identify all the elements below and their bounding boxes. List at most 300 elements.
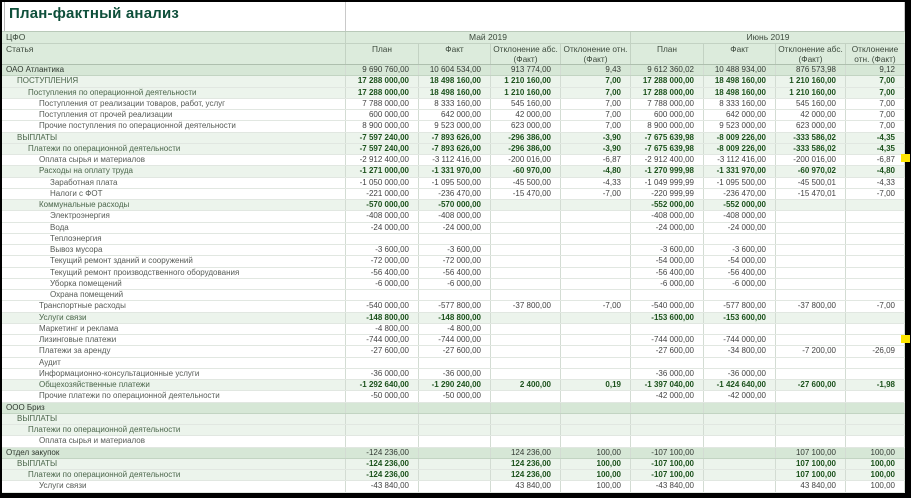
cell-value[interactable]: 100,00 [560, 459, 630, 469]
cell-value[interactable] [845, 425, 905, 435]
cell-value[interactable]: 17 288 000,00 [630, 88, 703, 98]
cell-value[interactable]: -7 893 626,00 [418, 133, 490, 143]
cell-value[interactable]: -1,98 [845, 380, 905, 390]
cell-value[interactable]: -36 000,00 [630, 369, 703, 379]
cell-value[interactable]: -7,00 [845, 301, 905, 311]
cell-value[interactable] [845, 313, 905, 323]
cell-value[interactable]: -37 800,00 [490, 301, 560, 311]
cell-value[interactable] [703, 324, 775, 334]
cell-value[interactable] [775, 223, 845, 233]
cell-value[interactable] [560, 234, 630, 244]
cell-value[interactable] [775, 234, 845, 244]
cell-value[interactable]: -221 000,00 [345, 189, 418, 199]
month-group-may[interactable]: Май 2019 [345, 32, 630, 43]
cell-value[interactable] [490, 268, 560, 278]
cell-value[interactable]: 17 288 000,00 [345, 76, 418, 86]
table-row[interactable] [2, 313, 905, 324]
cell-value[interactable] [775, 425, 845, 435]
cell-value[interactable]: -107 100,00 [630, 459, 703, 469]
cell-value[interactable] [630, 403, 703, 413]
cell-value[interactable] [490, 245, 560, 255]
cell-value[interactable] [703, 481, 775, 491]
cell-value[interactable] [775, 369, 845, 379]
cell-value[interactable]: -8 009 226,00 [703, 144, 775, 154]
cell-value[interactable]: -333 586,02 [775, 133, 845, 143]
cell-value[interactable]: 1 210 160,00 [775, 76, 845, 86]
cell-value[interactable]: -6 000,00 [630, 279, 703, 289]
cell-value[interactable]: -6,87 [560, 155, 630, 165]
cell-value[interactable] [560, 223, 630, 233]
scroll-highlight-marker[interactable] [901, 335, 910, 343]
cell-value[interactable]: 100,00 [560, 448, 630, 458]
table-row[interactable] [2, 448, 905, 459]
cell-value[interactable]: -27 600,00 [345, 346, 418, 356]
cell-value[interactable]: -8 009 226,00 [703, 133, 775, 143]
cell-value[interactable]: 17 288 000,00 [345, 88, 418, 98]
cell-value[interactable] [560, 211, 630, 221]
cell-value[interactable] [845, 268, 905, 278]
column-header[interactable]: Факт [703, 44, 775, 64]
cell-value[interactable]: -36 000,00 [418, 369, 490, 379]
table-row[interactable] [2, 99, 905, 110]
table-row[interactable] [2, 144, 905, 155]
cell-value[interactable] [345, 290, 418, 300]
cell-value[interactable]: -56 400,00 [418, 268, 490, 278]
cell-value[interactable] [418, 414, 490, 424]
cell-value[interactable]: 7,00 [845, 88, 905, 98]
cell-value[interactable]: 7 788 000,00 [630, 99, 703, 109]
cell-value[interactable] [630, 358, 703, 368]
cell-value[interactable] [490, 234, 560, 244]
cell-value[interactable]: 43 840,00 [490, 481, 560, 491]
cell-value[interactable] [345, 436, 418, 446]
cell-value[interactable] [845, 414, 905, 424]
cell-value[interactable]: 545 160,00 [775, 99, 845, 109]
column-header[interactable]: Отклонение отн. (Факт) [560, 44, 630, 64]
cell-value[interactable] [560, 200, 630, 210]
cell-value[interactable]: -577 800,00 [703, 301, 775, 311]
cell-value[interactable]: 642 000,00 [418, 110, 490, 120]
cell-value[interactable] [775, 279, 845, 289]
cell-value[interactable] [418, 470, 490, 480]
cell-value[interactable]: 7,00 [845, 99, 905, 109]
cell-value[interactable] [560, 425, 630, 435]
cell-value[interactable]: -54 000,00 [630, 256, 703, 266]
cell-value[interactable]: 43 840,00 [775, 481, 845, 491]
cell-value[interactable] [703, 234, 775, 244]
cell-value[interactable] [845, 290, 905, 300]
cell-value[interactable]: -1 424 640,00 [703, 380, 775, 390]
cell-value[interactable]: 8 900 000,00 [345, 121, 418, 131]
cell-value[interactable]: -36 000,00 [703, 369, 775, 379]
column-header[interactable]: Отклонение абс. (Факт) [490, 44, 560, 64]
cell-value[interactable]: 100,00 [560, 470, 630, 480]
cell-value[interactable] [560, 391, 630, 401]
table-row[interactable] [2, 470, 905, 481]
cell-value[interactable] [490, 256, 560, 266]
column-header[interactable]: Отклонение отн. (Факт) [845, 44, 905, 64]
cell-value[interactable]: -7,00 [845, 189, 905, 199]
cell-value[interactable]: 18 498 160,00 [418, 76, 490, 86]
cell-value[interactable] [418, 403, 490, 413]
table-row[interactable] [2, 110, 905, 121]
cell-value[interactable]: 100,00 [845, 470, 905, 480]
cell-value[interactable] [775, 256, 845, 266]
cell-value[interactable]: -236 470,00 [418, 189, 490, 199]
cell-value[interactable]: -34 800,00 [703, 346, 775, 356]
cell-value[interactable] [775, 200, 845, 210]
cell-value[interactable]: -3,90 [560, 144, 630, 154]
table-row[interactable] [2, 279, 905, 290]
cell-value[interactable]: -6 000,00 [418, 279, 490, 289]
cell-value[interactable] [775, 358, 845, 368]
cell-value[interactable] [490, 391, 560, 401]
table-row[interactable] [2, 88, 905, 99]
cell-value[interactable]: 7,00 [845, 110, 905, 120]
cell-value[interactable] [630, 414, 703, 424]
cell-value[interactable]: 100,00 [845, 481, 905, 491]
cell-value[interactable]: -7,00 [560, 189, 630, 199]
cell-value[interactable]: 100,00 [560, 481, 630, 491]
cell-value[interactable]: -540 000,00 [630, 301, 703, 311]
cell-value[interactable]: -27 600,00 [775, 380, 845, 390]
cell-value[interactable]: -408 000,00 [345, 211, 418, 221]
cell-value[interactable] [630, 324, 703, 334]
table-row[interactable] [2, 166, 905, 177]
cell-value[interactable] [703, 470, 775, 480]
cell-value[interactable] [845, 211, 905, 221]
cell-value[interactable]: 545 160,00 [490, 99, 560, 109]
cell-value[interactable] [490, 335, 560, 345]
cell-value[interactable]: -6 000,00 [703, 279, 775, 289]
table-row[interactable] [2, 178, 905, 189]
cell-value[interactable]: -124 236,00 [345, 448, 418, 458]
cell-value[interactable]: -153 600,00 [630, 313, 703, 323]
cell-value[interactable]: -552 000,00 [703, 200, 775, 210]
cell-value[interactable] [703, 425, 775, 435]
cell-value[interactable] [490, 358, 560, 368]
cell-value[interactable] [560, 313, 630, 323]
cell-value[interactable]: 8 333 160,00 [418, 99, 490, 109]
cell-value[interactable]: -7 597 240,00 [345, 144, 418, 154]
cell-value[interactable]: -56 400,00 [345, 268, 418, 278]
cell-value[interactable]: 124 236,00 [490, 470, 560, 480]
cell-value[interactable]: 7,00 [560, 88, 630, 98]
cell-value[interactable]: 124 236,00 [490, 459, 560, 469]
cell-value[interactable]: -24 000,00 [345, 223, 418, 233]
table-row[interactable] [2, 324, 905, 335]
table-row[interactable] [2, 425, 905, 436]
cell-value[interactable]: -45 500,00 [490, 178, 560, 188]
cell-value[interactable]: -3,90 [560, 133, 630, 143]
cell-value[interactable]: 18 498 160,00 [418, 88, 490, 98]
cell-value[interactable] [560, 279, 630, 289]
cell-value[interactable] [845, 324, 905, 334]
cell-value[interactable] [845, 223, 905, 233]
cell-value[interactable] [490, 425, 560, 435]
cell-value[interactable] [490, 279, 560, 289]
cell-value[interactable]: 600 000,00 [630, 110, 703, 120]
cell-value[interactable]: -3 112 416,00 [418, 155, 490, 165]
table-row[interactable] [2, 391, 905, 402]
cell-value[interactable]: -148 800,00 [345, 313, 418, 323]
cell-value[interactable] [630, 234, 703, 244]
cell-value[interactable] [560, 436, 630, 446]
cell-value[interactable] [775, 268, 845, 278]
cell-value[interactable]: -24 000,00 [703, 223, 775, 233]
table-row[interactable] [2, 414, 905, 425]
cell-value[interactable] [703, 436, 775, 446]
cell-value[interactable]: -4,35 [845, 144, 905, 154]
cell-value[interactable]: -37 800,00 [775, 301, 845, 311]
cell-value[interactable]: 0,19 [560, 380, 630, 390]
scroll-highlight-marker[interactable] [901, 154, 910, 162]
cell-value[interactable]: -27 600,00 [418, 346, 490, 356]
cell-value[interactable] [775, 290, 845, 300]
cell-value[interactable]: 107 100,00 [775, 459, 845, 469]
cell-value[interactable] [703, 459, 775, 469]
cell-value[interactable]: -1 290 240,00 [418, 380, 490, 390]
cell-value[interactable]: 100,00 [845, 448, 905, 458]
cell-value[interactable] [845, 234, 905, 244]
cell-value[interactable] [418, 425, 490, 435]
cell-value[interactable]: -2 912 400,00 [630, 155, 703, 165]
cell-value[interactable]: -43 840,00 [630, 481, 703, 491]
table-row[interactable] [2, 234, 905, 245]
cell-value[interactable] [345, 234, 418, 244]
cell-value[interactable]: -7,00 [560, 301, 630, 311]
table-row[interactable] [2, 200, 905, 211]
cell-value[interactable]: -236 470,00 [703, 189, 775, 199]
table-row[interactable] [2, 65, 905, 76]
cell-value[interactable]: -296 386,00 [490, 133, 560, 143]
cell-value[interactable] [703, 403, 775, 413]
cell-value[interactable]: -200 016,00 [775, 155, 845, 165]
table-row[interactable] [2, 358, 905, 369]
table-row[interactable] [2, 245, 905, 256]
cell-value[interactable] [845, 200, 905, 210]
cell-value[interactable]: 7,00 [560, 99, 630, 109]
cell-value[interactable]: -43 840,00 [345, 481, 418, 491]
table-row[interactable] [2, 481, 905, 492]
cell-value[interactable] [560, 256, 630, 266]
cell-value[interactable]: 10 488 934,00 [703, 65, 775, 75]
cell-value[interactable] [630, 290, 703, 300]
cell-value[interactable]: -4,80 [560, 166, 630, 176]
cell-value[interactable]: 17 288 000,00 [630, 76, 703, 86]
cell-value[interactable]: -15 470,00 [490, 189, 560, 199]
cell-value[interactable] [703, 448, 775, 458]
cell-value[interactable]: -4 800,00 [418, 324, 490, 334]
cell-value[interactable]: -60 970,02 [775, 166, 845, 176]
cell-value[interactable]: -1 271 000,00 [345, 166, 418, 176]
cell-value[interactable] [560, 324, 630, 334]
table-row[interactable] [2, 133, 905, 144]
column-header[interactable]: План [630, 44, 703, 64]
cell-value[interactable]: -72 000,00 [418, 256, 490, 266]
cell-value[interactable] [703, 358, 775, 368]
cell-value[interactable] [560, 346, 630, 356]
cell-value[interactable]: 10 604 534,00 [418, 65, 490, 75]
cell-value[interactable]: -45 500,01 [775, 178, 845, 188]
cell-value[interactable]: -3 600,00 [345, 245, 418, 255]
cell-value[interactable]: -296 386,00 [490, 144, 560, 154]
cell-value[interactable] [418, 436, 490, 446]
cell-value[interactable] [775, 211, 845, 221]
cell-value[interactable]: -27 600,00 [630, 346, 703, 356]
cell-value[interactable]: -1 397 040,00 [630, 380, 703, 390]
table-row[interactable] [2, 155, 905, 166]
cell-value[interactable] [845, 436, 905, 446]
cell-value[interactable] [418, 448, 490, 458]
cell-value[interactable]: -50 000,00 [345, 391, 418, 401]
column-header[interactable]: План [345, 44, 418, 64]
cell-value[interactable]: 7,00 [560, 76, 630, 86]
cell-value[interactable]: 9,12 [845, 65, 905, 75]
table-row[interactable] [2, 211, 905, 222]
cell-value[interactable]: -1 095 500,00 [703, 178, 775, 188]
cell-value[interactable] [490, 211, 560, 221]
table-row[interactable] [2, 301, 905, 312]
cell-value[interactable]: 107 100,00 [775, 470, 845, 480]
cell-value[interactable]: -540 000,00 [345, 301, 418, 311]
cell-value[interactable]: 124 236,00 [490, 448, 560, 458]
cell-value[interactable]: -744 000,00 [703, 335, 775, 345]
cell-value[interactable] [490, 369, 560, 379]
cell-value[interactable] [775, 245, 845, 255]
cell-value[interactable]: 913 774,00 [490, 65, 560, 75]
month-group-june[interactable]: Июнь 2019 [630, 32, 905, 43]
cell-value[interactable]: 18 498 160,00 [703, 76, 775, 86]
cell-value[interactable]: -148 800,00 [418, 313, 490, 323]
cell-value[interactable]: -333 586,02 [775, 144, 845, 154]
cell-value[interactable]: -7 597 240,00 [345, 133, 418, 143]
cell-value[interactable]: -60 970,00 [490, 166, 560, 176]
cell-value[interactable]: -3 600,00 [418, 245, 490, 255]
cell-value[interactable] [845, 279, 905, 289]
cell-value[interactable] [490, 436, 560, 446]
cell-value[interactable]: -24 000,00 [630, 223, 703, 233]
cell-value[interactable]: -1 050 000,00 [345, 178, 418, 188]
cell-value[interactable]: -107 100,00 [630, 470, 703, 480]
cell-value[interactable]: 7 788 000,00 [345, 99, 418, 109]
cell-value[interactable]: -24 000,00 [418, 223, 490, 233]
cell-value[interactable] [845, 358, 905, 368]
cell-value[interactable] [490, 290, 560, 300]
cell-value[interactable]: -26,09 [845, 346, 905, 356]
column-header[interactable]: Факт [418, 44, 490, 64]
cell-value[interactable] [775, 391, 845, 401]
cell-value[interactable]: -4,35 [845, 133, 905, 143]
cell-value[interactable]: -107 100,00 [630, 448, 703, 458]
cell-value[interactable] [418, 290, 490, 300]
cell-value[interactable] [560, 403, 630, 413]
cell-value[interactable]: -36 000,00 [345, 369, 418, 379]
cell-value[interactable] [560, 414, 630, 424]
cell-value[interactable] [845, 245, 905, 255]
cell-value[interactable]: 9,43 [560, 65, 630, 75]
cell-value[interactable]: 18 498 160,00 [703, 88, 775, 98]
cell-value[interactable] [418, 234, 490, 244]
cell-value[interactable] [845, 369, 905, 379]
cell-value[interactable] [560, 369, 630, 379]
cell-value[interactable] [490, 346, 560, 356]
cell-value[interactable] [845, 403, 905, 413]
cell-value[interactable]: -1 331 970,00 [703, 166, 775, 176]
cell-value[interactable]: -153 600,00 [703, 313, 775, 323]
cell-value[interactable] [490, 223, 560, 233]
cell-value[interactable]: -7 893 626,00 [418, 144, 490, 154]
cell-value[interactable]: 642 000,00 [703, 110, 775, 120]
cell-value[interactable]: -15 470,01 [775, 189, 845, 199]
cell-value[interactable]: 100,00 [845, 459, 905, 469]
cell-value[interactable] [845, 256, 905, 266]
cell-value[interactable] [560, 358, 630, 368]
cell-value[interactable]: -1 049 999,99 [630, 178, 703, 188]
table-row[interactable] [2, 121, 905, 132]
cell-value[interactable]: -744 000,00 [418, 335, 490, 345]
table-row[interactable] [2, 290, 905, 301]
cell-value[interactable]: -42 000,00 [630, 391, 703, 401]
cell-value[interactable]: -56 400,00 [703, 268, 775, 278]
column-header[interactable]: Отклонение абс. (Факт) [775, 44, 845, 64]
cell-value[interactable]: 7,00 [845, 121, 905, 131]
cell-value[interactable] [560, 335, 630, 345]
cell-value[interactable] [418, 481, 490, 491]
cell-value[interactable]: -408 000,00 [630, 211, 703, 221]
cell-value[interactable]: 9 523 000,00 [703, 121, 775, 131]
cell-value[interactable]: 1 210 160,00 [490, 76, 560, 86]
cell-value[interactable]: -3 600,00 [630, 245, 703, 255]
cell-value[interactable] [775, 335, 845, 345]
cell-value[interactable] [560, 268, 630, 278]
cell-value[interactable] [345, 358, 418, 368]
cell-value[interactable]: -124 236,00 [345, 470, 418, 480]
cell-value[interactable] [418, 459, 490, 469]
cell-value[interactable]: 42 000,00 [490, 110, 560, 120]
cell-value[interactable] [345, 414, 418, 424]
cell-value[interactable]: -408 000,00 [703, 211, 775, 221]
table-row[interactable] [2, 346, 905, 357]
cell-value[interactable] [418, 358, 490, 368]
table-row[interactable] [2, 335, 905, 346]
cell-value[interactable]: 1 210 160,00 [775, 88, 845, 98]
cell-value[interactable]: -570 000,00 [418, 200, 490, 210]
table-row[interactable] [2, 268, 905, 279]
cell-value[interactable] [703, 290, 775, 300]
cell-value[interactable]: -1 270 999,98 [630, 166, 703, 176]
cell-value[interactable]: -4 800,00 [345, 324, 418, 334]
table-row[interactable] [2, 76, 905, 87]
table-row[interactable] [2, 403, 905, 414]
cell-value[interactable]: 7,00 [845, 76, 905, 86]
cell-value[interactable] [490, 414, 560, 424]
cell-value[interactable]: -54 000,00 [703, 256, 775, 266]
cell-value[interactable] [630, 436, 703, 446]
cell-value[interactable]: -552 000,00 [630, 200, 703, 210]
table-row[interactable] [2, 256, 905, 267]
cell-value[interactable]: -220 999,99 [630, 189, 703, 199]
cell-value[interactable]: 8 333 160,00 [703, 99, 775, 109]
cell-value[interactable] [775, 324, 845, 334]
cell-value[interactable] [490, 313, 560, 323]
cell-value[interactable]: -200 016,00 [490, 155, 560, 165]
cell-value[interactable]: 876 573,98 [775, 65, 845, 75]
cell-value[interactable]: 1 210 160,00 [490, 88, 560, 98]
table-row[interactable] [2, 189, 905, 200]
table-row[interactable] [2, 369, 905, 380]
cell-value[interactable]: -4,33 [845, 178, 905, 188]
